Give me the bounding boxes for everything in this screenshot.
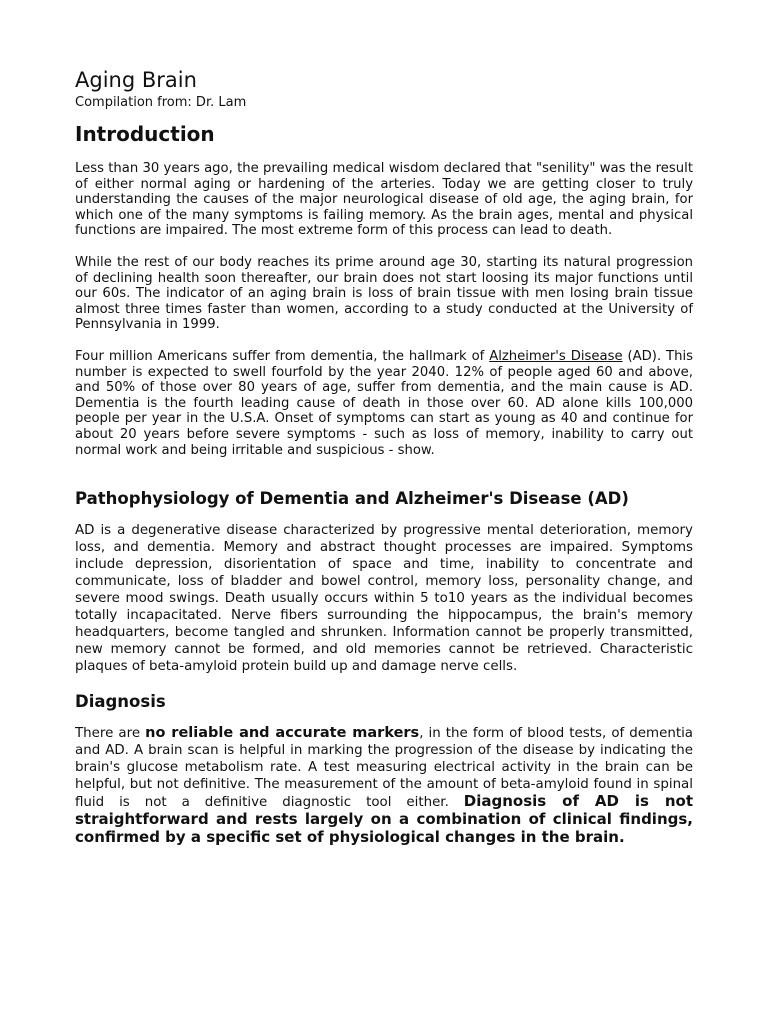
intro-p3-text-a: Four million Americans suffer from dementia, the hallmark of — [75, 348, 490, 364]
diagnosis-text-b: , in the form of blood tests, of dementia and AD. A brain scan is helpful in marking the progression of the disease by indicating the brain's glucose metabolism rate. A test measuring electrical activity in the brain can be helpful, but not definitive. The measurement of the amount of beta-amyloid found in spinal fluid is not a definitive diagnostic tool either. — [75, 726, 693, 811]
intro-paragraph-3 — [75, 349, 693, 458]
alzheimers-disease-link[interactable]: Alzheimer's Disease — [489, 348, 623, 364]
diagnosis-bold-conclusion: Diagnosis of AD is not straightforward and rests largely on a combination of clinical findings, confirmed by a specific set of physiological changes in the brain. — [75, 792, 693, 847]
diagnosis-bold-markers: no reliable and accurate markers — [145, 725, 420, 742]
pathophysiology-paragraph: AD is a degenerative disease characterized by progressive mental deterioration, memory loss, and dementia. Memory and abstract thought processes are impaired. Symptoms include depression, disorientation of space and time, inability to concentrate and communicate, loss of bladder and bowel control, memory loss, personality change, and severe mood swings. Death usually occurs within 5 to10 years as the individual becomes totally incapacitated. Nerve fibers surrounding the hippocampus, the brain's memory headquarters, become tangled and shrunken. Information cannot be properly transmitted, new memory cannot be formed, and old memories cannot be retrieved. Characteristic plaques of beta-amyloid protein build up and damage nerve cells. — [75, 523, 693, 675]
document-subtitle: Compilation from: Dr. Lam — [75, 95, 247, 110]
spacer — [75, 474, 693, 488]
diagnosis-paragraph — [75, 725, 693, 847]
intro-paragraph-2: While the rest of our body reaches its prime around age 30, starting its natural progression of declining health soon thereafter, our brain does not start loosing its major functions until our 60s. The indicator of an aging brain is loss of brain tissue with men losing brain tissue almost three times faster than women, according to a study conducted at the University of Pennsylvania in 1999. — [75, 254, 693, 333]
pathophysiology-heading: Pathophysiology of Dementia and Alzheimer's Disease (AD) — [75, 489, 629, 509]
intro-paragraph-1: Less than 30 years ago, the prevailing medical wisdom declared that "senility" was the result of either normal aging or hardening of the arteries. Today we are getting closer to truly understanding the causes of the major neurological disease of old age, the aging brain, for which one of the many symptoms is failing memory. As the brain ages, mental and physical functions are impaired. The most extreme form of this process can lead to death. — [75, 161, 693, 239]
diagnosis-heading: Diagnosis — [75, 692, 166, 712]
document-title: Aging Brain — [75, 68, 197, 92]
diagnosis-text-a: There are — [75, 726, 146, 742]
intro-p3-text-b: (AD). This number is expected to swell fourfold by the year 2040. 12% of people aged 60 and above, and 50% of those over 80 years of age, suffer from dementia, and the main cause is AD. Dementia is the fourth leading cause of death in those over 60. AD alone kills 100,000 people per year in the U.S.A. Onset of symptoms can start as young as 40 and continue for about 20 years before severe symptoms - such as loss of memory, inability to carry out normal work and being irritable and suspicious - show. — [75, 348, 693, 458]
introduction-heading: Introduction — [75, 122, 215, 146]
